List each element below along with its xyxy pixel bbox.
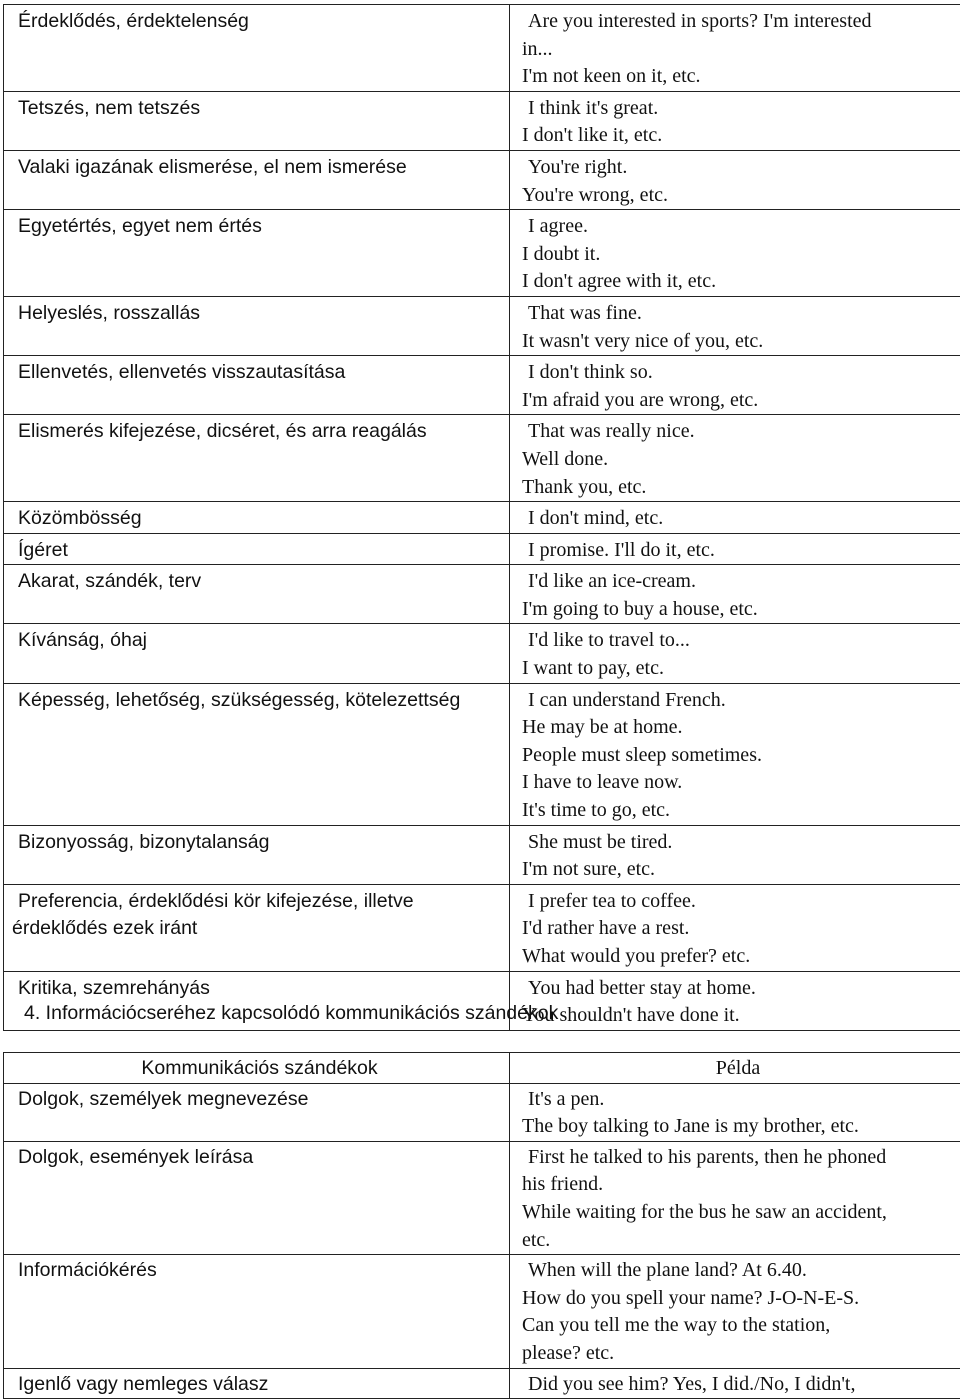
- example-line: I'm not sure, etc.: [522, 856, 954, 884]
- intent-label: Érdeklődés, érdektelenség: [18, 8, 501, 36]
- intent-label: Információkérés: [18, 1257, 501, 1285]
- example-cell: [510, 971, 960, 1030]
- example-line: Well done.: [522, 446, 954, 474]
- example-line: please? etc.: [522, 1340, 954, 1368]
- example-line: Thank you, etc.: [522, 474, 954, 502]
- example-cell: [510, 415, 960, 502]
- table-row: [4, 1141, 960, 1254]
- table-row: [4, 683, 960, 825]
- intent-label: Dolgok, személyek megnevezése: [18, 1086, 501, 1114]
- intent-label: Egyetértés, egyet nem értés: [18, 213, 501, 241]
- example-line: When will the plane land? At 6.40.: [522, 1257, 954, 1285]
- example-line: I agree.: [522, 213, 954, 241]
- intent-label: Ígéret: [18, 537, 501, 565]
- example-line: I prefer tea to coffee.: [522, 888, 954, 916]
- intent-label-continued: érdeklődés ezek iránt: [12, 915, 501, 943]
- example-cell: [510, 210, 960, 297]
- example-line: I promise. I'll do it, etc.: [522, 537, 954, 565]
- example-line: You shouldn't have done it.: [522, 1002, 954, 1030]
- intent-label: Ellenvetés, ellenvetés visszautasítása: [18, 359, 501, 387]
- intent-label: Igenlő vagy nemleges válasz: [18, 1371, 501, 1399]
- column-header-example: Példa: [510, 1053, 960, 1084]
- functions-table: [3, 4, 960, 1031]
- example-line: You're wrong, etc.: [522, 182, 954, 210]
- example-cell: [510, 356, 960, 415]
- example-line: You had better stay at home.: [522, 975, 954, 1003]
- example-line: That was fine.: [522, 300, 954, 328]
- column-header-intent: Kommunikációs szándékok: [4, 1053, 510, 1084]
- intent-label: Valaki igazának elismerése, el nem ismerése: [18, 154, 501, 182]
- intent-label: Preferencia, érdeklődési kör kifejezése, illetve: [18, 888, 501, 916]
- intent-label: Képesség, lehetőség, szükségesség, kötelezettség: [18, 687, 501, 715]
- example-line: I'm afraid you are wrong, etc.: [522, 387, 954, 415]
- intent-cell: [4, 1141, 510, 1254]
- example-line: Are you interested in sports? I'm interested: [522, 8, 954, 36]
- example-line: I don't think so.: [522, 359, 954, 387]
- example-cell: [510, 565, 960, 624]
- example-cell: [510, 624, 960, 683]
- example-line: How do you spell your name? J-O-N-E-S.: [522, 1285, 954, 1313]
- example-line: I'd like to travel to...: [522, 627, 954, 655]
- functions-table-body: [4, 5, 960, 1031]
- example-line: I doubt it.: [522, 241, 954, 269]
- intent-cell: [4, 1083, 510, 1141]
- example-cell: [510, 825, 960, 884]
- example-line: People must sleep sometimes.: [522, 742, 954, 770]
- example-line: Can you tell me the way to the station,: [522, 1312, 954, 1340]
- example-line: It's time to go, etc.: [522, 797, 954, 825]
- intent-cell: [4, 683, 510, 825]
- intent-cell: [4, 624, 510, 683]
- table-row: [4, 502, 960, 534]
- section-title: 4. Információcseréhez kapcsolódó kommunikációs szándékok: [24, 1000, 558, 1027]
- intent-cell: [4, 533, 510, 565]
- intent-cell: [4, 91, 510, 150]
- example-cell: [510, 1083, 960, 1141]
- table-row: [4, 884, 960, 971]
- intent-cell: [4, 1255, 510, 1368]
- example-line: The boy talking to Jane is my brother, etc.: [522, 1113, 954, 1141]
- example-line: I'd like an ice-cream.: [522, 568, 954, 596]
- table-header-row: [4, 1053, 960, 1084]
- example-line: He may be at home.: [522, 714, 954, 742]
- example-line: You're right.: [522, 154, 954, 182]
- example-cell: [510, 884, 960, 971]
- table-row: [4, 91, 960, 150]
- intent-label: Helyeslés, rosszallás: [18, 300, 501, 328]
- information-exchange-table: [3, 1052, 960, 1399]
- example-line: I don't mind, etc.: [522, 505, 954, 533]
- example-line: I'm not keen on it, etc.: [522, 63, 954, 91]
- example-line: It wasn't very nice of you, etc.: [522, 328, 954, 356]
- example-cell: [510, 1141, 960, 1254]
- table-row: [4, 5, 960, 92]
- table-row: [4, 1368, 960, 1399]
- intent-label: Kritika, szemrehányás: [18, 975, 501, 1003]
- example-line: in...: [522, 36, 954, 64]
- intent-cell: [4, 5, 510, 92]
- intent-cell: [4, 884, 510, 971]
- example-cell: [510, 5, 960, 92]
- information-exchange-table-body: [4, 1053, 960, 1399]
- example-line: I can understand French.: [522, 687, 954, 715]
- table-row: [4, 210, 960, 297]
- intent-label: Kívánság, óhaj: [18, 627, 501, 655]
- table-row: [4, 624, 960, 683]
- intent-cell: [4, 415, 510, 502]
- example-line: First he talked to his parents, then he phoned: [522, 1144, 954, 1172]
- example-line: She must be tired.: [522, 829, 954, 857]
- example-line: I don't agree with it, etc.: [522, 268, 954, 296]
- intent-cell: [4, 825, 510, 884]
- intent-label: Tetszés, nem tetszés: [18, 95, 501, 123]
- table-row: [4, 150, 960, 209]
- intent-cell: [4, 502, 510, 534]
- intent-cell: [4, 210, 510, 297]
- intent-cell: [4, 296, 510, 355]
- table-row: [4, 533, 960, 565]
- example-line: While waiting for the bus he saw an accident,: [522, 1199, 954, 1227]
- example-line: I have to leave now.: [522, 769, 954, 797]
- example-cell: [510, 502, 960, 534]
- example-line: I want to pay, etc.: [522, 655, 954, 683]
- table-row: [4, 356, 960, 415]
- example-line: I don't like it, etc.: [522, 122, 954, 150]
- intent-label: Akarat, szándék, terv: [18, 568, 501, 596]
- example-cell: [510, 296, 960, 355]
- intent-label: Dolgok, események leírása: [18, 1144, 501, 1172]
- table-row: [4, 1255, 960, 1368]
- example-line: I'm going to buy a house, etc.: [522, 596, 954, 624]
- example-cell: [510, 150, 960, 209]
- intent-cell: [4, 356, 510, 415]
- example-line: I think it's great.: [522, 95, 954, 123]
- intent-label: Bizonyosság, bizonytalanság: [18, 829, 501, 857]
- example-cell: [510, 91, 960, 150]
- table-row: [4, 1083, 960, 1141]
- table-row: [4, 565, 960, 624]
- example-line: It's a pen.: [522, 1086, 954, 1114]
- example-line: etc.: [522, 1227, 954, 1255]
- example-cell: [510, 1368, 960, 1399]
- intent-label: Közömbösség: [18, 505, 501, 533]
- example-line: Did you see him? Yes, I did./No, I didn't,: [522, 1371, 954, 1399]
- example-cell: [510, 533, 960, 565]
- table-row: [4, 415, 960, 502]
- intent-cell: [4, 565, 510, 624]
- intent-cell: [4, 150, 510, 209]
- example-cell: [510, 1255, 960, 1368]
- example-cell: [510, 683, 960, 825]
- example-line: That was really nice.: [522, 418, 954, 446]
- table-row: [4, 296, 960, 355]
- example-line: his friend.: [522, 1171, 954, 1199]
- table-row: [4, 825, 960, 884]
- intent-label: Elismerés kifejezése, dicséret, és arra reagálás: [18, 418, 501, 446]
- example-line: What would you prefer? etc.: [522, 943, 954, 971]
- example-line: I'd rather have a rest.: [522, 915, 954, 943]
- intent-cell: [4, 1368, 510, 1399]
